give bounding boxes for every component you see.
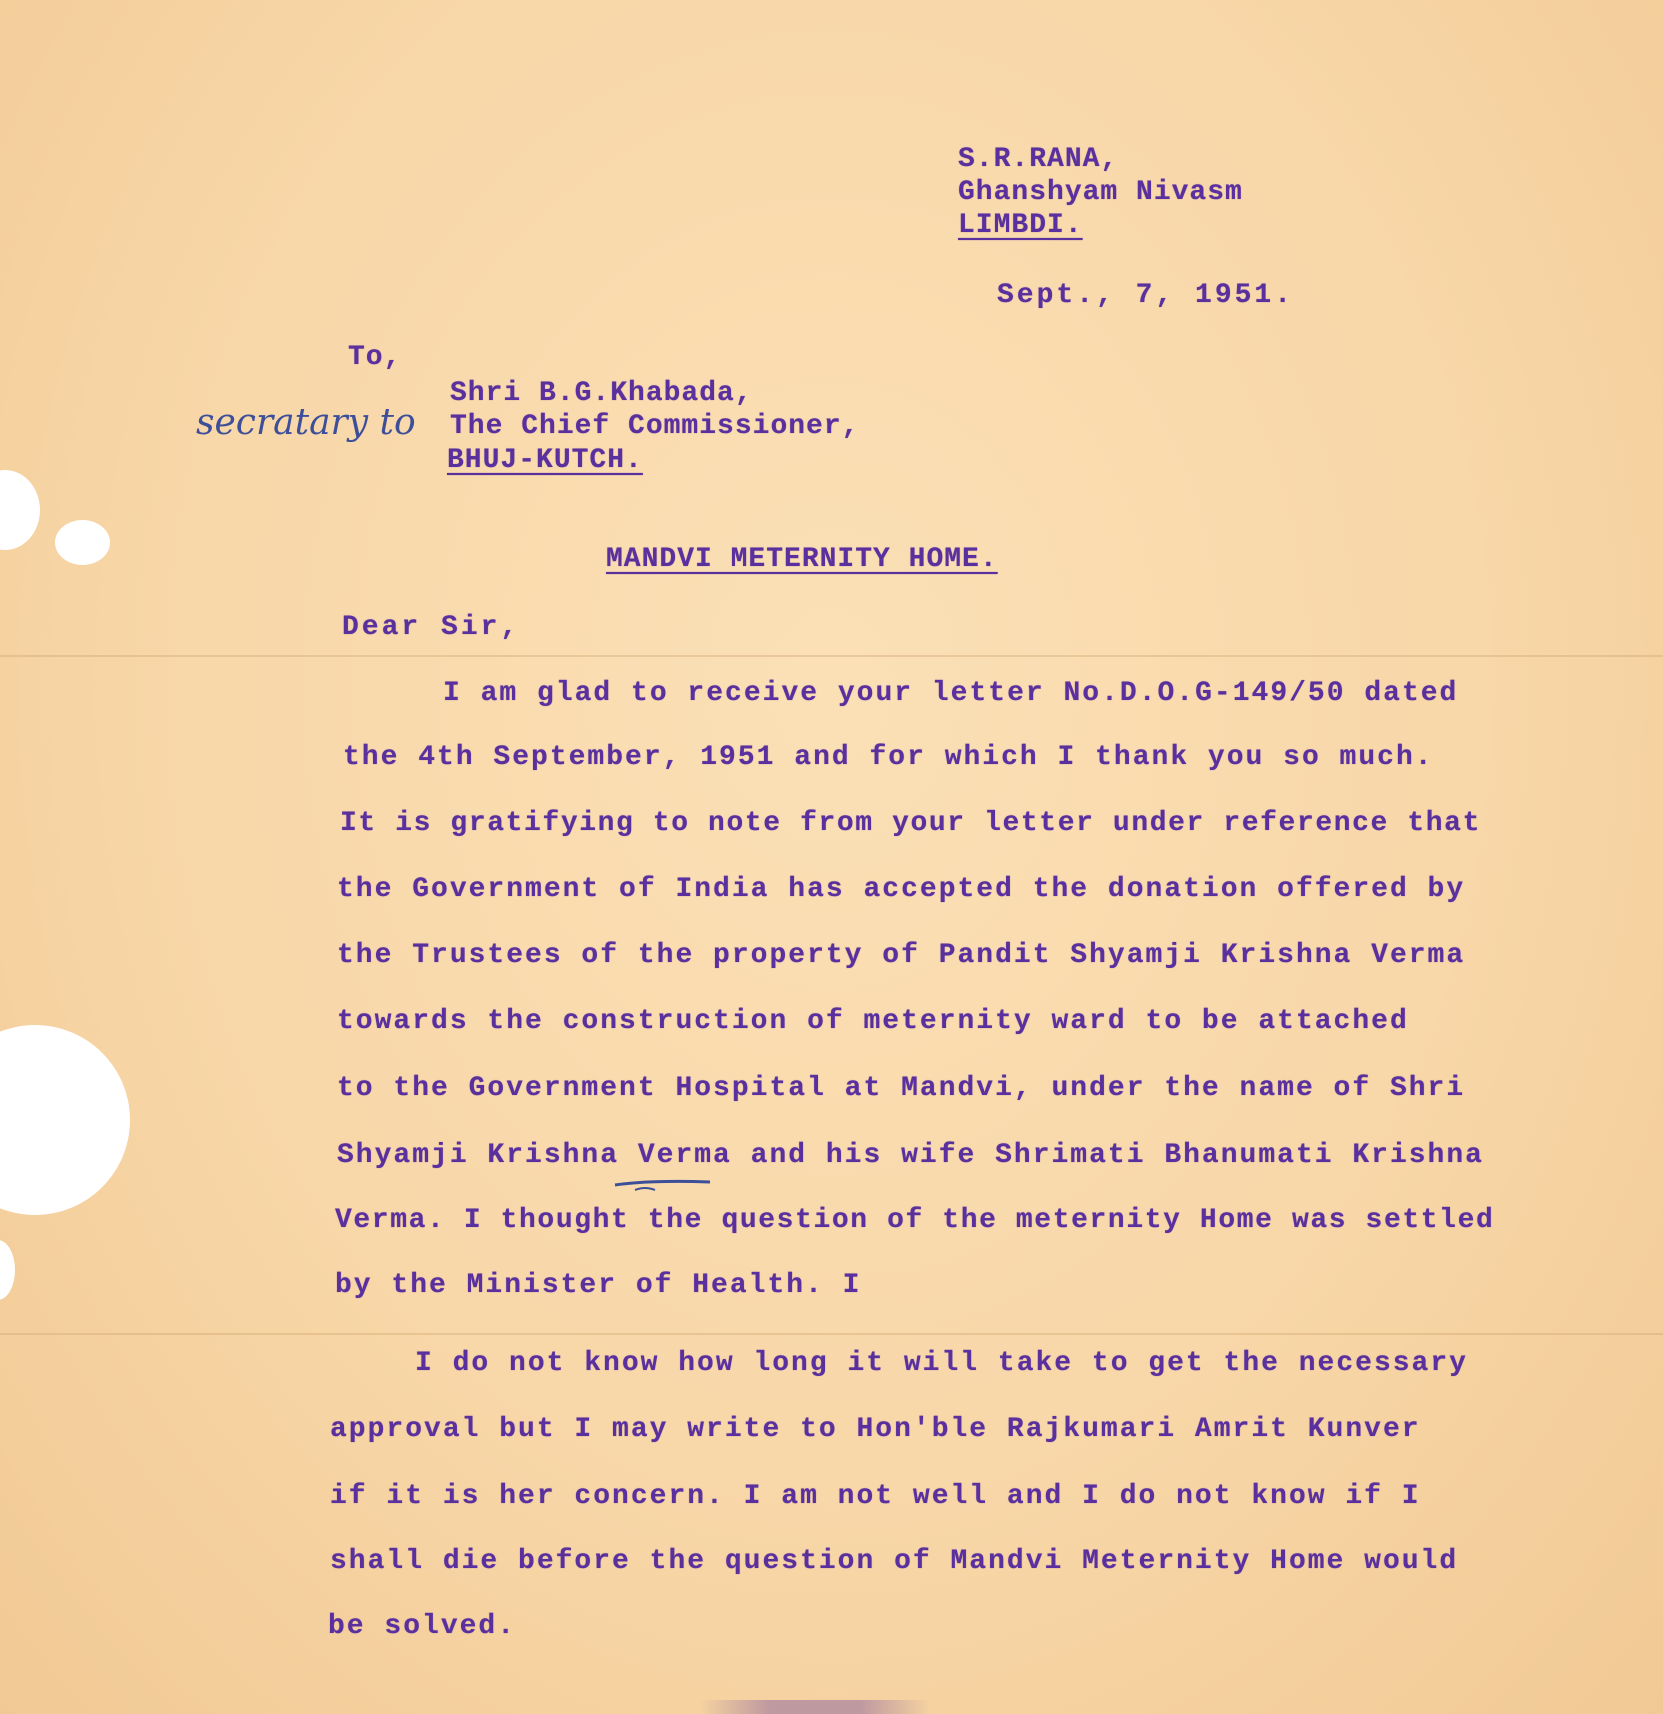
paragraph-line: to the Government Hospital at Mandvi, under the name of Shri	[337, 1073, 1466, 1104]
sender-name: S.R.RANA,	[958, 144, 1119, 175]
paragraph-line: if it is her concern. I am not well and I do not know if I	[330, 1481, 1421, 1512]
to-label: To,	[348, 342, 402, 373]
paragraph-line: the Trustees of the property of Pandit Shyamji Krishna Verma	[337, 940, 1466, 971]
paper-tear	[0, 1240, 15, 1300]
paper-fold	[0, 655, 1663, 657]
paragraph-line: I do not know how long it will take to get the necessary	[415, 1348, 1468, 1379]
recipient-name: Shri B.G.Khabada,	[450, 378, 753, 409]
paper-tear	[0, 1025, 130, 1215]
paragraph-line: Shyamji Krishna Verma and his wife Shrimati Bhanumati Krishna	[337, 1140, 1484, 1171]
paragraph-line: shall die before the question of Mandvi Meternity Home would	[330, 1546, 1459, 1577]
paragraph-line: Verma. I thought the question of the meternity Home was settled	[335, 1205, 1495, 1236]
paragraph-line: the 4th September, 1951 and for which I thank you so much.	[343, 742, 1434, 773]
cutoff-text-fragment	[700, 1700, 930, 1714]
paragraph-line: be solved.	[328, 1611, 517, 1642]
recipient-title: The Chief Commissioner,	[450, 411, 860, 442]
paper-tear	[0, 470, 40, 550]
letter-date: Sept., 7, 1951.	[997, 280, 1295, 311]
paragraph-line: the Government of India has accepted the donation offered by	[337, 874, 1466, 905]
handwritten-note: secratary to	[196, 402, 416, 443]
paragraph-line: I am glad to receive your letter No.D.O.G-149/50 dated	[443, 678, 1459, 709]
letter-subject: MANDVI METERNITY HOME.	[606, 544, 998, 575]
paragraph-line: It is gratifying to note from your letter under reference that	[340, 808, 1481, 839]
paper-fold	[0, 1333, 1663, 1335]
sender-city: LIMBDI.	[958, 210, 1083, 241]
paper-tear	[55, 520, 110, 565]
recipient-city: BHUJ-KUTCH.	[447, 445, 643, 476]
paragraph-line: approval but I may write to Hon'ble Rajkumari Amrit Kunver	[330, 1414, 1421, 1445]
paragraph-line: towards the construction of meternity ward to be attached	[337, 1006, 1409, 1037]
correction-mark	[610, 1150, 720, 1195]
paragraph-line: by the Minister of Health. I	[335, 1270, 862, 1301]
sender-address: Ghanshyam Nivasm	[958, 177, 1243, 208]
greeting: Dear Sir,	[342, 612, 521, 643]
